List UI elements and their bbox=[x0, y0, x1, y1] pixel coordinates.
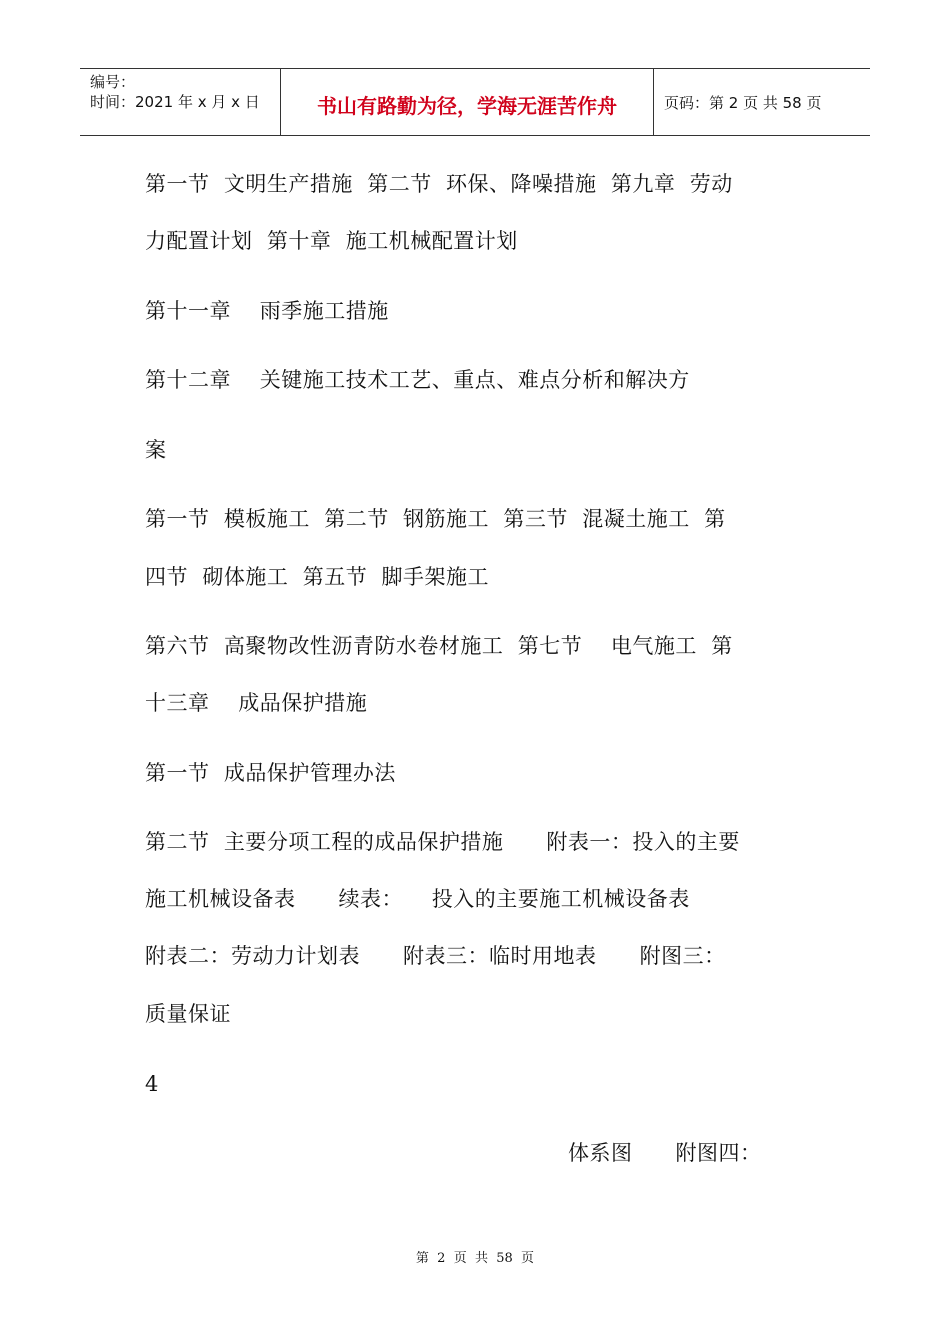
body-line: 第一节 文明生产措施 第二节 环保、降噪措施 第九章 劳动 bbox=[145, 172, 733, 196]
body-line: 案 bbox=[145, 438, 167, 462]
body-line: 第十一章 雨季施工措施 bbox=[145, 299, 389, 323]
body-line: 第一节 模板施工 第二节 钢筋施工 第三节 混凝土施工 第 bbox=[145, 507, 726, 531]
body-line: 第一节 成品保护管理办法 bbox=[145, 761, 396, 785]
body-line: 附表二：劳动力计划表 附表三：临时用地表 附图三： bbox=[145, 944, 726, 968]
header-motto: 书山有路勤为径，学海无涯苦作舟 bbox=[281, 69, 654, 135]
header-meta bbox=[80, 69, 281, 135]
body-line: 施工机械设备表 续表： 投入的主要施工机械设备表 bbox=[145, 887, 690, 911]
document-number-label: 编号： bbox=[90, 73, 136, 91]
body-line: 力配置计划 第十章 施工机械配置计划 bbox=[145, 229, 518, 253]
header-page-code: 页码：第 2 页 共 58 页 bbox=[664, 93, 822, 112]
body-line: 第六节 高聚物改性沥青防水卷材施工 第七节 电气施工 第 bbox=[145, 634, 733, 658]
page-footer: 第 2 页 共 58 页 bbox=[415, 1251, 535, 1266]
body-line: 4 bbox=[145, 1072, 159, 1096]
body-line: 四节 砌体施工 第五节 脚手架施工 bbox=[145, 565, 490, 589]
body-line: 十三章 成品保护措施 bbox=[145, 691, 368, 715]
body-line-trailing: 体系图 附图四： bbox=[568, 1141, 762, 1165]
page-header bbox=[80, 68, 870, 136]
body-line: 质量保证 bbox=[145, 1002, 231, 1026]
body-line: 第十二章 关键施工技术工艺、重点、难点分析和解决方 bbox=[145, 368, 690, 392]
document-time-label: 时间：2021 年 x 月 x 日 bbox=[90, 93, 260, 111]
body-line: 第二节 主要分项工程的成品保护措施 附表一：投入的主要 bbox=[145, 830, 740, 854]
